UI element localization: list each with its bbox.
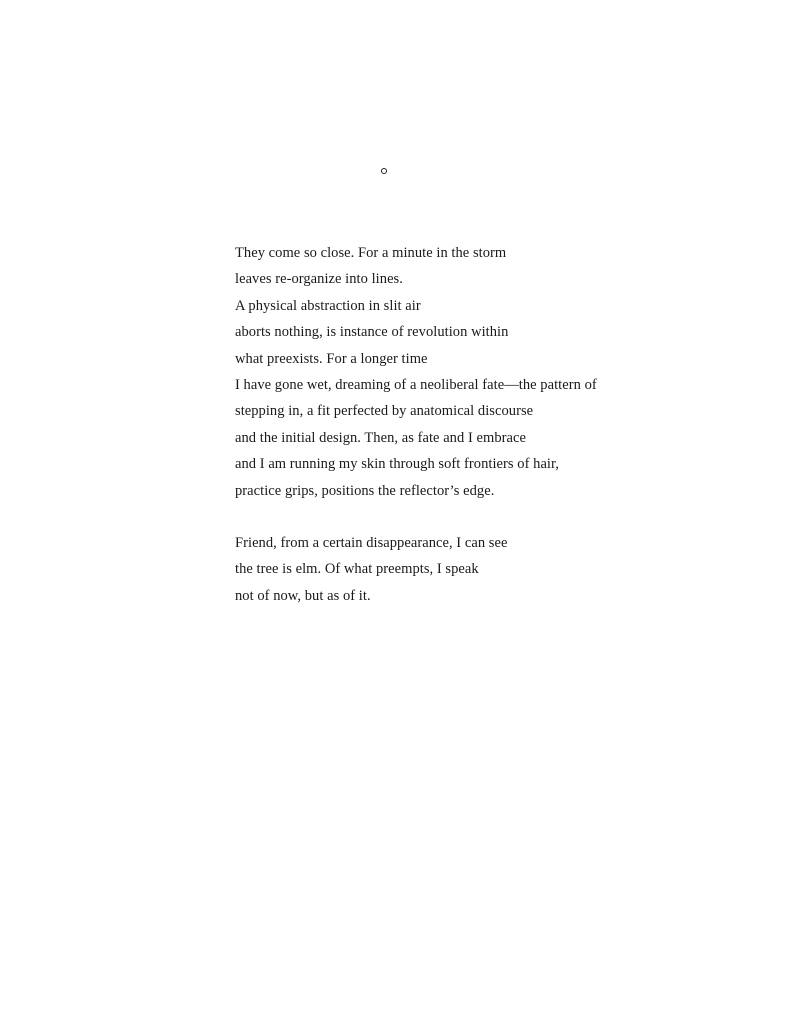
poem-line: Friend, from a certain disappearance, I can see <box>235 535 508 551</box>
poem-line: aborts nothing, is instance of revolution within <box>235 324 509 341</box>
stanza-1 <box>235 243 597 507</box>
poem-line: A physical abstraction in slit air <box>235 297 421 314</box>
poem-line: practice grips, positions the reflector’s edge. <box>235 482 495 499</box>
poem-line: They come so close. For a minute in the storm <box>235 245 507 261</box>
poem-line: I have gone wet, dreaming of a neoliberal fate—the pattern of <box>235 376 597 393</box>
poem-line: and the initial design. Then, as fate and I embrace <box>235 429 526 446</box>
poem-line: not of now, but as of it. <box>235 587 371 604</box>
poem-line: the tree is elm. Of what preempts, I speak <box>235 561 479 578</box>
poem-line: what preexists. For a longer time <box>235 350 428 367</box>
poem-line: leaves re-organize into lines. <box>235 271 403 288</box>
stanza-2 <box>235 533 507 612</box>
section-ornament-icon <box>381 168 387 174</box>
poem-line: stepping in, a fit perfected by anatomical discourse <box>235 403 534 420</box>
poem-line: and I am running my skin through soft frontiers of hair, <box>235 456 559 473</box>
